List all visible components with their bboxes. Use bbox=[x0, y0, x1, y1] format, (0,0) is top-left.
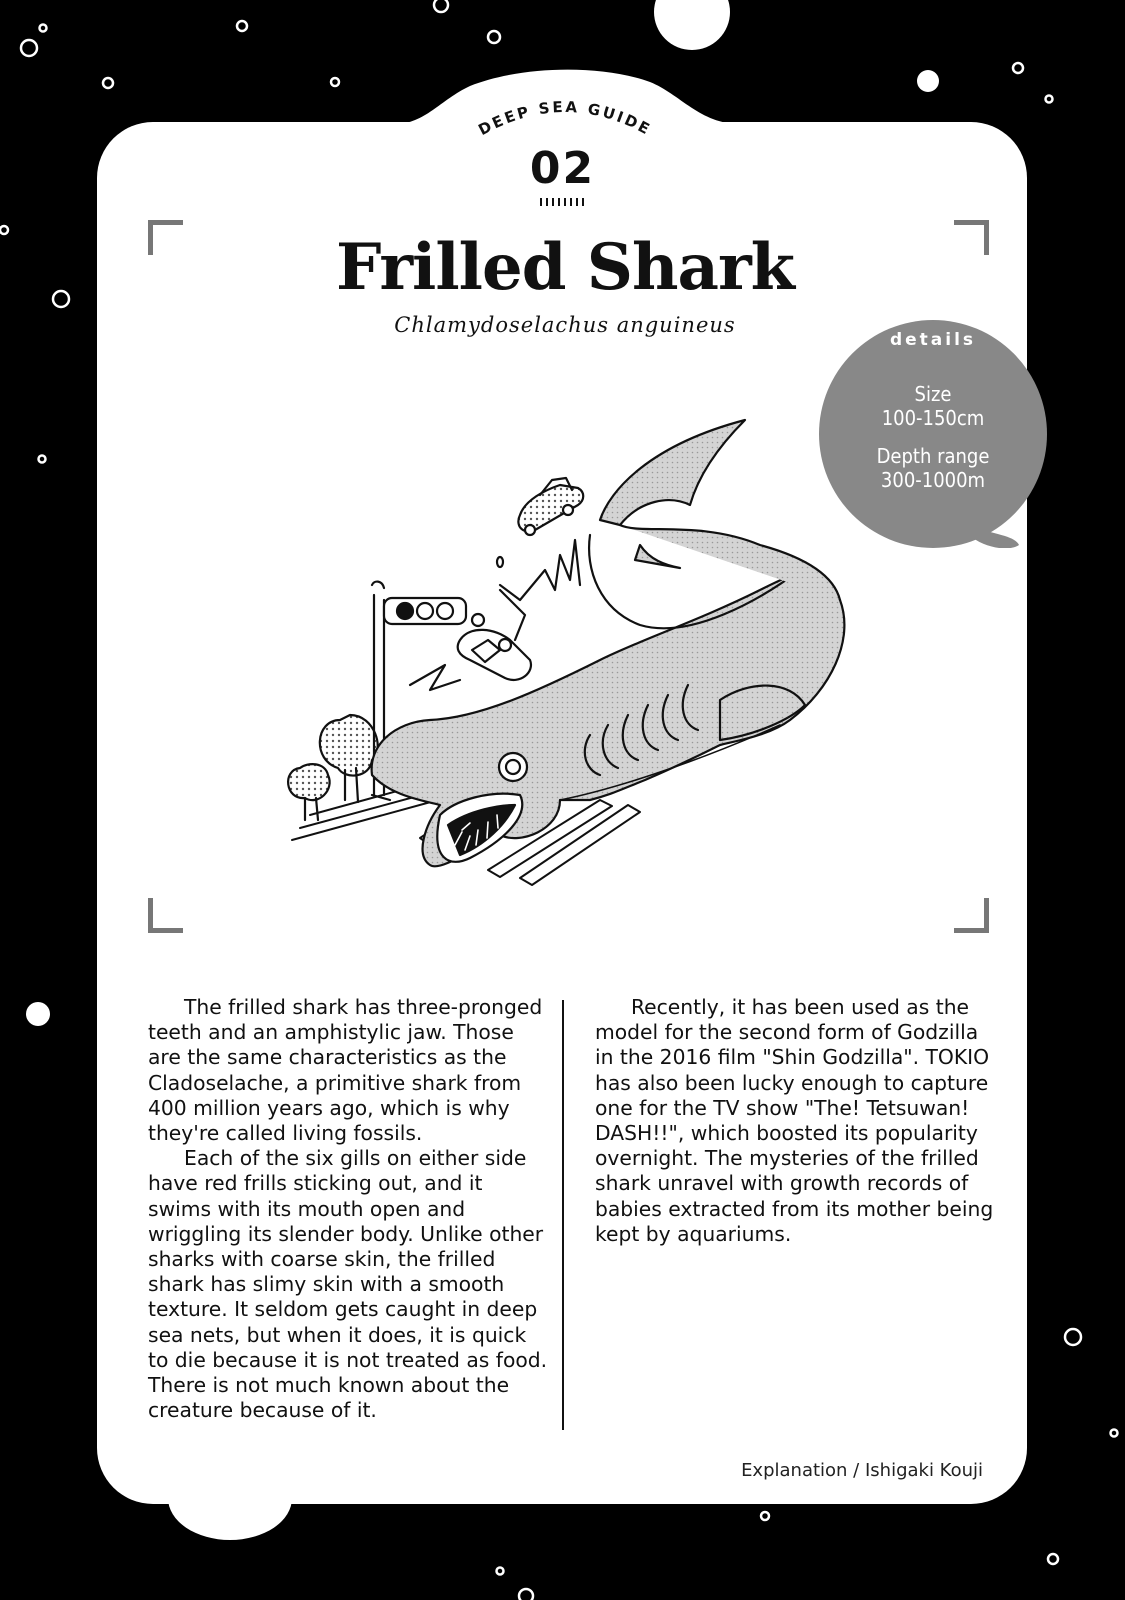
description-left-column bbox=[148, 995, 548, 1423]
description-right-column bbox=[595, 995, 995, 1247]
paragraph: Recently, it has been used as the model for the second form of Godzilla in the 2016 film "Shin Godzilla". TOKIO has also been lucky enough to capture one for the TV show "The! Tetsuwan! DASH!!", which boosted its popularity overnight. The mysteries of the frilled shark unravel with growth records of babies extracted from its mother being kept by aquariums. bbox=[595, 995, 994, 1246]
guide-label: DEEP SEA GUIDE bbox=[475, 97, 655, 140]
size-label: Size bbox=[914, 382, 952, 406]
paragraph: Each of the six gills on either side have red frills sticking out, and it swims with its mouth open and wriggling its slender body. Unlike other sharks with coarse skin, the frilled shark has slimy skin with a smooth texture. It seldom gets caught in deep sea nets, but when it does, it is quick to die because it is not treated as food. There is not much known about the creature because of it. bbox=[148, 1146, 548, 1423]
size-value: 100-150cm bbox=[881, 406, 985, 430]
depth-label: Depth range bbox=[876, 444, 990, 468]
shark-tail-fin bbox=[600, 420, 745, 525]
details-label: details bbox=[889, 330, 977, 350]
guide-number: 02 bbox=[529, 143, 596, 194]
creature-name: Frilled Shark bbox=[336, 230, 794, 305]
shark-eye bbox=[499, 753, 527, 781]
column-divider bbox=[562, 1000, 564, 1430]
flying-car-top bbox=[518, 478, 583, 535]
trees bbox=[288, 715, 378, 820]
paragraph: The frilled shark has three-pronged teeth and an amphistylic jaw. Those are the same characteristics as the Cladoselache, a primitive shark from 400 million years ago, which is why they're called living fossils. bbox=[148, 995, 543, 1146]
shark-dorsal-fin bbox=[635, 545, 680, 568]
scientific-name: Chlamydoselachus anguineus bbox=[394, 313, 736, 337]
depth-value: 300-1000m bbox=[880, 468, 986, 492]
explanation-credit: Explanation / Ishigaki Kouji bbox=[741, 1460, 983, 1481]
flying-car-tipped bbox=[458, 614, 531, 680]
